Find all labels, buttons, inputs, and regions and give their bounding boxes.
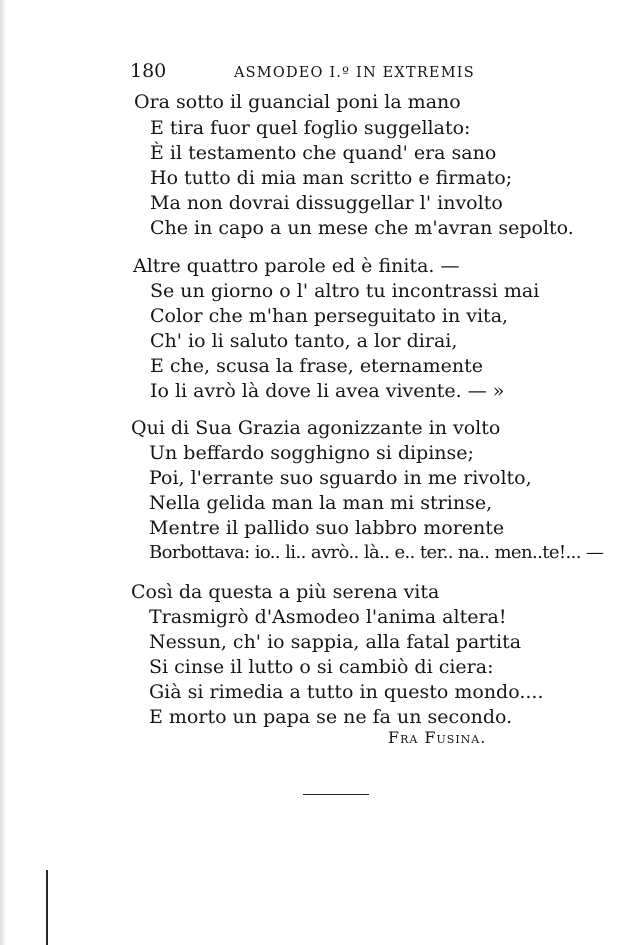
- page-number: 180: [130, 60, 167, 82]
- running-title: ASMODEO I.º IN EXTREMIS: [234, 65, 475, 81]
- page-edge-mark: [46, 870, 48, 945]
- verse-line: Già si rimedia a tutto in questo mondo....: [149, 681, 544, 703]
- closing-rule: [303, 794, 369, 795]
- verse-line: Ch' io li saluto tanto, a lor dirai,: [150, 330, 458, 352]
- verse-line: Mentre il pallido suo labbro morente: [149, 517, 505, 539]
- verse-line: Se un giorno o l' altro tu incontrassi mai: [150, 280, 540, 302]
- verse-line: E che, scusa la frase, eternamente: [150, 355, 483, 377]
- page-header: [130, 60, 490, 86]
- verse-line: Borbottava: io.. li.. avrò.. là.. e.. ter.. na.. men..te!... —: [149, 542, 604, 563]
- author-signature: Fra Fusina.: [388, 728, 487, 747]
- verse-line: Io li avrò là dove li avea vivente. — »: [150, 380, 505, 402]
- verse-line: Si cinse il lutto o si cambiò di ciera:: [149, 656, 494, 678]
- verse-line: E tira fuor quel foglio suggellato:: [150, 117, 471, 139]
- verse-line: Nessun, ch' io sappia, alla fatal partita: [149, 631, 522, 653]
- verse-line: Nella gelida man la man mi strinse,: [149, 492, 493, 514]
- verse-line: Qui di Sua Grazia agonizzante in volto: [131, 417, 501, 439]
- verse-line: Ora sotto il guancial poni la mano: [134, 91, 461, 113]
- verse-line: Poi, l'errante suo sguardo in me rivolto,: [149, 467, 532, 489]
- verse-line: È il testamento che quand' era sano: [150, 142, 497, 164]
- verse-line: Ma non dovrai dissuggellar l' involto: [150, 192, 503, 214]
- verse-line: Color che m'han perseguitato in vita,: [150, 305, 509, 327]
- verse-line: Un beffardo sogghigno si dipinse;: [149, 442, 474, 464]
- verse-line: Ho tutto di mia man scritto e firmato;: [150, 167, 513, 189]
- verse-line: Trasmigrò d'Asmodeo l'anima altera!: [149, 606, 507, 628]
- verse-line: Altre quattro parole ed è finita. —: [133, 255, 460, 277]
- verse-line: E morto un papa se ne fa un secondo.: [149, 706, 513, 728]
- verse-line: Così da questa a più serena vita: [131, 581, 440, 603]
- page-edge-shadow: [0, 0, 6, 945]
- verse-line: Che in capo a un mese che m'avran sepolto.: [150, 217, 574, 239]
